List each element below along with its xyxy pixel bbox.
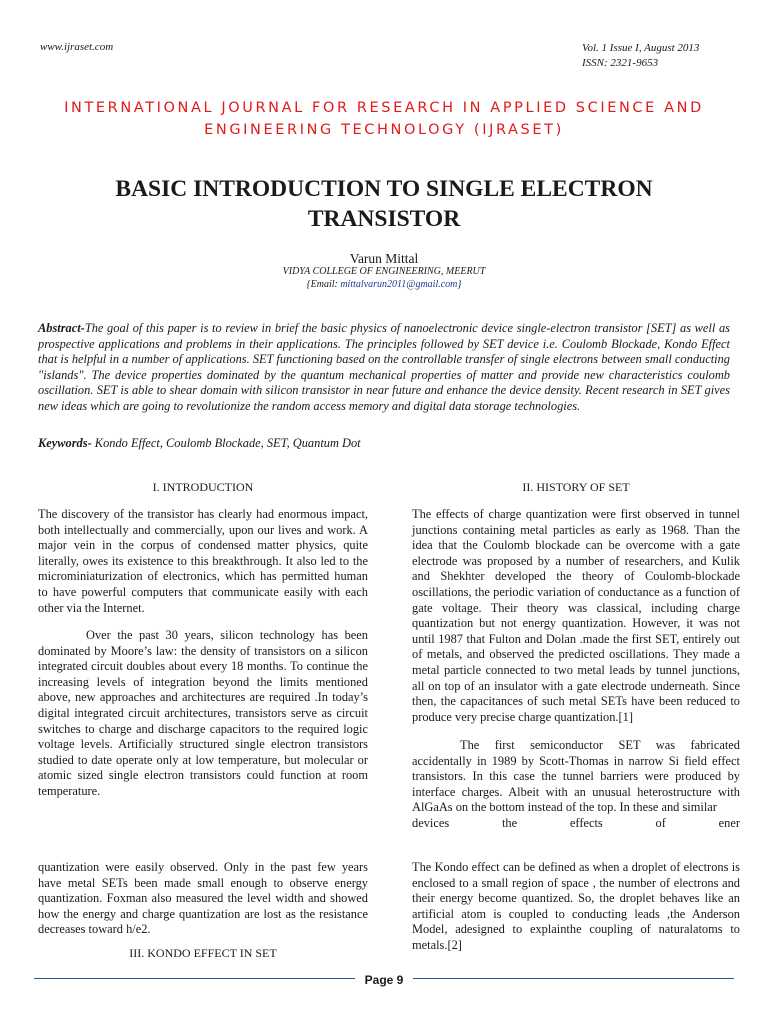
- page-number: [0, 973, 768, 987]
- paper-title: [60, 174, 708, 234]
- journal-name: [40, 97, 728, 141]
- section-heading-kondo: III. KONDO EFFECT IN SET: [129, 946, 277, 960]
- intro-paragraph-1: The discovery of the transistor has clearly had enormous impact, both intellectually and commercially, upon our lives and work. A major vein in the corpus of condensed matter physics, quite literally, owes its existence to this breakthrough. It also led to the microminiaturization of electronics, which has permitted human to have powerful computers that communicate easily with each other via the Internet.: [38, 507, 368, 615]
- paper-title-line1: BASIC INTRODUCTION TO SINGLE ELECTRON: [115, 176, 653, 202]
- keywords-text: Kondo Effect, Coulomb Blockade, SET, Quantum Dot: [91, 436, 361, 450]
- history-paragraph-2-text: The first semiconductor SET was fabricated accidentally in 1989 by Scott-Thomas in narrow Si field effect transistors. In this case the tunnel barriers were produced by interface charges. Albeit with an unusual heterostructure with AlGaAs on the bottom instead of the top. In these and similar: [412, 738, 740, 815]
- history-paragraph-1: The effects of charge quantization were first observed in tunnel junctions containing metal particles as early as 1968. Than the idea that the Coulomb blockade can be overcome with a gate electrode was proposed by a number of researchers, and Kulik and Shekhter developed the theory of Coulomb-blockade oscillations, the periodic variation of conductance as a function of gate voltage. Their theory was classical, including charge quantization but not energy quantization. However, it was not until 1987 that Fulton and Dolan .made the first SET, entirely out of metals, and observed the predicted oscillations. They made a metal particle connected to two metal leads by tunnel junctions, all on top of an insulator with a gate electrode underneath. Since then, the capacitances of such metal SETs have been reduced to produce very precise charge quantization.[1]: [412, 507, 740, 724]
- section-heading-introduction: I. INTRODUCTION: [152, 480, 254, 494]
- volume-issue: Vol. 1 Issue I, August 2013: [582, 42, 700, 54]
- history-paragraph-2-cutoff: devices the effects of ener: [412, 815, 740, 830]
- author-email[interactable]: mittalvarun2011@gmail.com: [340, 279, 458, 290]
- affiliation: VIDYA COLLEGE OF ENGINEERING, MEERUT: [282, 266, 486, 277]
- kondo-paragraph-1: The Kondo effect can be defined as when a droplet of electrons is enclosed to a small region of space , the number of electrons and their energy become quantized. So, the droplet behaves like an artificial atom is coupled to conducting leads ,the Anderson Model, adesigned to explainthe coupling of naturalatoms to metals.[2]: [412, 860, 740, 952]
- abstract-text: The goal of this paper is to review in brief the basic physics of nanoelectronic device single-electron transistor [SET] as well as prospective applications and problems in their applications. The principles followed by SET device i.e. Coulomb Blockade, Kondo Effect that is helpful in a number of applications. SET functioning based on the controllable transfer of single electrons between small conducting "islands". The device properties dominated by the quantum mechanical properties of matter and provide new characteristics coulomb oscillation. SET is able to shear domain with silicon transistor in near future and enhance the device density. Recent research in SET gives new ideas which are going to revolutionize the random access memory and digital data storage technologies.: [38, 321, 730, 413]
- email-suffix: }: [457, 279, 462, 290]
- abstract: [38, 321, 730, 415]
- intro-paragraph-3: quantization were easily observed. Only in the past few years have metal SETs been made small enough to observe energy quantization. Foxman also measured the level width and showed how the energy and charge quantization are lost as the resistance decreases toward h/e2.: [38, 860, 368, 937]
- issn: ISSN: 2321-9653: [582, 57, 659, 69]
- history-paragraph-2: [412, 738, 740, 832]
- website-url[interactable]: www.ijraset.com: [40, 41, 114, 53]
- page-number-label: Page 9: [355, 973, 414, 987]
- keywords: [38, 436, 361, 451]
- email-line: [0, 278, 768, 291]
- section-heading-history: II. HISTORY OF SET: [522, 480, 630, 494]
- keywords-label: Keywords-: [38, 436, 92, 450]
- author-affiliation: [0, 265, 768, 291]
- author-name: Varun Mittal: [349, 251, 419, 266]
- paper-title-line2: TRANSISTOR: [307, 206, 461, 232]
- email-prefix: {Email:: [306, 279, 341, 290]
- journal-name-line1: INTERNATIONAL JOURNAL FOR RESEARCH IN APPLIED SCIENCE AND: [64, 100, 704, 116]
- intro-paragraph-2: Over the past 30 years, silicon technology has been dominated by Moore’s law: the density of transistors on a silicon integrated circuit doubles about every 18 months. To continue the increasing levels of integration beyond the limits mentioned above, new approaches and architectures are required .In today’s digital integrated circuit architectures, transistors serve as circuit switches to charge and discharge capacitors to the required logic voltage levels. Artificially structured single electron transistors studied to date operate only at low temperature, but molecular or atomic sized single electron transistors could function at room temperature.: [38, 628, 368, 798]
- abstract-label: Abstract-: [38, 321, 85, 335]
- issue-info: [582, 41, 699, 71]
- journal-name-line2: ENGINEERING TECHNOLOGY (IJRASET): [204, 122, 564, 138]
